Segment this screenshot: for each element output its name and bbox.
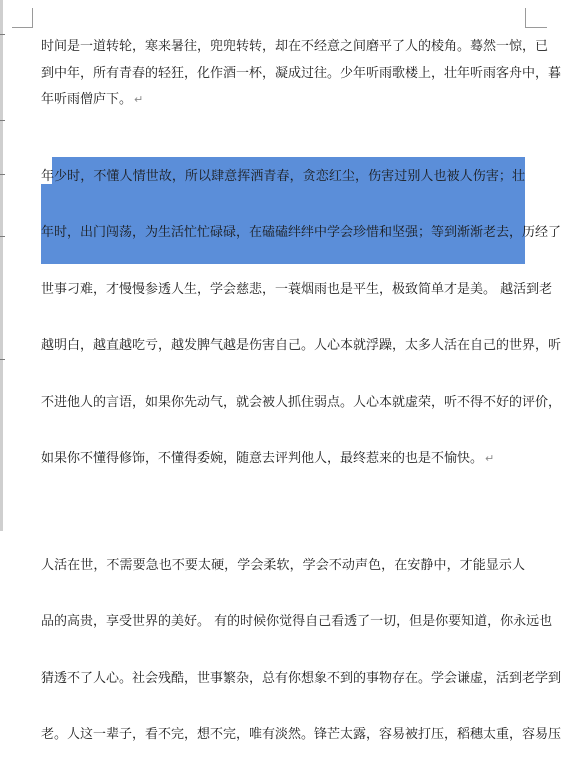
paragraph[interactable]: [41, 523, 562, 779]
text-line: [41, 61, 562, 88]
text-line: 老。人这一辈子，看不完，想不完，唯有淡然。锋芒太露，容易被打压，稻穗太重，容易压: [41, 727, 562, 742]
paragraph[interactable]: [41, 34, 562, 114]
text-line-content: 如果你不懂得修饰，不懂得委婉，随意去评判他人，最终惹来的也是不愉快。: [41, 451, 484, 466]
text-line: [41, 87, 525, 114]
margin-corner-top-left: [32, 8, 33, 28]
text-line: 年少时，不懂人情世故，所以肆意挥洒青春，贪恋红尘，伤害过别人也被人伤害；壮: [41, 168, 525, 184]
text-line: 品的高贵，享受世界的美好。 有的时候你觉得自己看透了一切，但是你要知道，你永远也: [41, 614, 553, 629]
text-line: 人活在世，不需要急也不要太硬，学会柔软，学会不动声色，在安静中，才能显示人: [41, 557, 525, 573]
margin-corner-top-right: [525, 8, 526, 28]
margin-tick: [0, 359, 5, 360]
margin-tick: [0, 174, 5, 175]
margin-corner-top-right-h: [525, 27, 547, 28]
margin-tick: [0, 34, 5, 35]
text-line: 时间是一道转轮，寒来暑往，兜兜转转，却在不经意之间磨平了人的棱角。蓦然一惊，已: [41, 39, 549, 54]
text-line-content: 年听雨僧庐下。: [41, 92, 133, 107]
paragraph-selected[interactable]: [41, 134, 562, 503]
document-body[interactable]: [41, 34, 562, 779]
text-line: 世事刁难，才慢慢参透人生，学会慈悲，一蓑烟雨也是平生，极致简单才是美。 越活到老: [41, 281, 553, 297]
paragraph-mark: ↵: [134, 93, 144, 106]
margin-tick: [0, 120, 5, 121]
text-line: 年时，出门闯荡，为生活忙忙碌碌，在磕磕绊绊中学会珍惜和坚强；等到渐渐老去，历经了: [41, 225, 562, 240]
margin-corner-top-left-h: [12, 27, 33, 28]
page-left-edge: [0, 0, 3, 531]
text-line-content: 到中年，所有青春的轻狂，化作酒一杯，凝成过往。少年听雨歌楼上，壮年听雨客舟中，暮: [41, 65, 562, 81]
margin-tick: [0, 236, 5, 237]
text-line: 不进他人的言语，如果你先动气，就会被人抓住弱点。人心本就虚荣，听不得不好的评价，: [41, 394, 562, 410]
text-line: [41, 446, 525, 473]
text-line: 越明白，越直越吃亏，越发脾气越是伤害自己。人心本就浮躁，太多人活在自己的世界，听: [41, 338, 562, 353]
text-line: 猜透不了人心。社会残酷，世事繁杂，总有你想象不到的事物存在。学会谦虚，活到老学到: [41, 670, 562, 686]
paragraph-mark: ↵: [485, 452, 495, 465]
